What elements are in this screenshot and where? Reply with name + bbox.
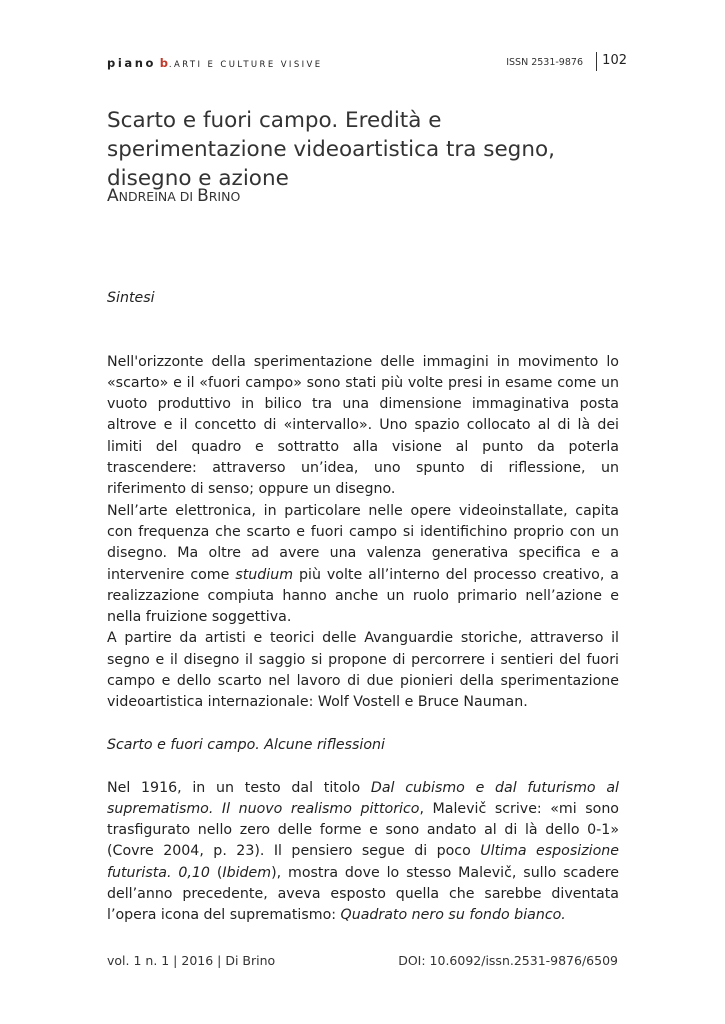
brand-b: b <box>159 56 169 70</box>
article-title: Scarto e fuori campo. Eredità e sperimentazione videoartistica tra segno, disegno e azione <box>107 108 555 191</box>
italic-title-3: Quadrato nero su fondo bianco. <box>340 907 566 924</box>
article-body <box>107 288 619 927</box>
header-divider <box>596 52 597 71</box>
journal-brand <box>107 56 323 70</box>
author-particle: DI <box>175 189 198 204</box>
italic-title-1: Dal cubismo e dal futurismo al suprematismo. Il nuovo realismo pittorico <box>107 779 619 817</box>
abstract-paragraph-2: Nell’arte elettronica, in particolare nelle opere videoinstallate, capita con frequenza che scarto e fuori campo si identifichino proprio con un disegno. Ma oltre ad avere una valenza generativa specifica e a intervenire come studium più volte all’interno del processo creativo, a realizzazione compiuta hanno anche un ruolo primario nell’azione e nella fruizione soggettiva. <box>107 502 619 626</box>
issn: ISSN 2531-9876 <box>506 57 583 68</box>
brand-piano: piano <box>107 56 157 70</box>
author-last-initial: B <box>197 186 209 206</box>
footer-citation: vol. 1 n. 1 | 2016 | Di Brino <box>107 953 276 968</box>
footer-doi: DOI: 10.6092/issn.2531-9876/6509 <box>398 953 618 968</box>
abstract-heading: Sintesi <box>107 290 155 306</box>
author-first-initial: A <box>107 186 119 206</box>
italic-studium: studium <box>235 566 294 583</box>
author-last-rest: RINO <box>208 189 241 204</box>
body-paragraph-1: Nel 1916, in un testo dal titolo Dal cubismo e dal futurismo al suprematismo. Il nuovo realismo pittorico, Malevič scrive: «mi sono trasfigurato nello zero delle forme e sono andato al di là dello 0-1» (Covre 2004, p. 23). Il pensiero segue di poco Ultima esposizione futurista. 0,10 (Ibidem), mostra dove lo stesso Malevič, sullo scadere dell’anno precedente, aveva esposto quella che sarebbe diventata l’opera icona del suprematismo: Quadrato nero su fondo bianco. <box>107 779 620 924</box>
italic-ibidem: Ibidem <box>222 864 272 881</box>
abstract-paragraph-1: Nell'orizzonte della sperimentazione delle immagini in movimento lo «scarto» e il «fuori campo» sono stati più volte presi in esame come un vuoto produttivo in bilico tra una dimensione immaginativa posta altrove e il concetto di «intervallo». Uno spazio collocato al di là dei limiti del quadro e sottratto alla visione al punto da poterla trascendere: attraverso un’idea, uno spunto di riflessione, un riferimento di senso; oppure un disegno. <box>107 353 619 498</box>
page-number: 102 <box>602 53 627 68</box>
italic-title-2: Ultima esposizione futurista. 0,10 <box>107 843 619 881</box>
author-first-rest: NDREINA <box>118 189 176 204</box>
article-author <box>107 186 240 206</box>
abstract-paragraph-3: A partire da artisti e teorici delle Avanguardie storiche, attraverso il segno e il disegno il saggio si propone di percorrere i sentieri del fuori campo e dello scarto nel lavoro di due pionieri della sperimentazione videoartistica internazionale: Wolf Vostell e Bruce Nauman. <box>107 630 619 711</box>
section-heading: Scarto e fuori campo. Alcune riflessioni <box>107 736 385 753</box>
brand-subtitle: .ARTI E CULTURE VISIVE <box>168 60 323 70</box>
running-header <box>107 52 627 74</box>
